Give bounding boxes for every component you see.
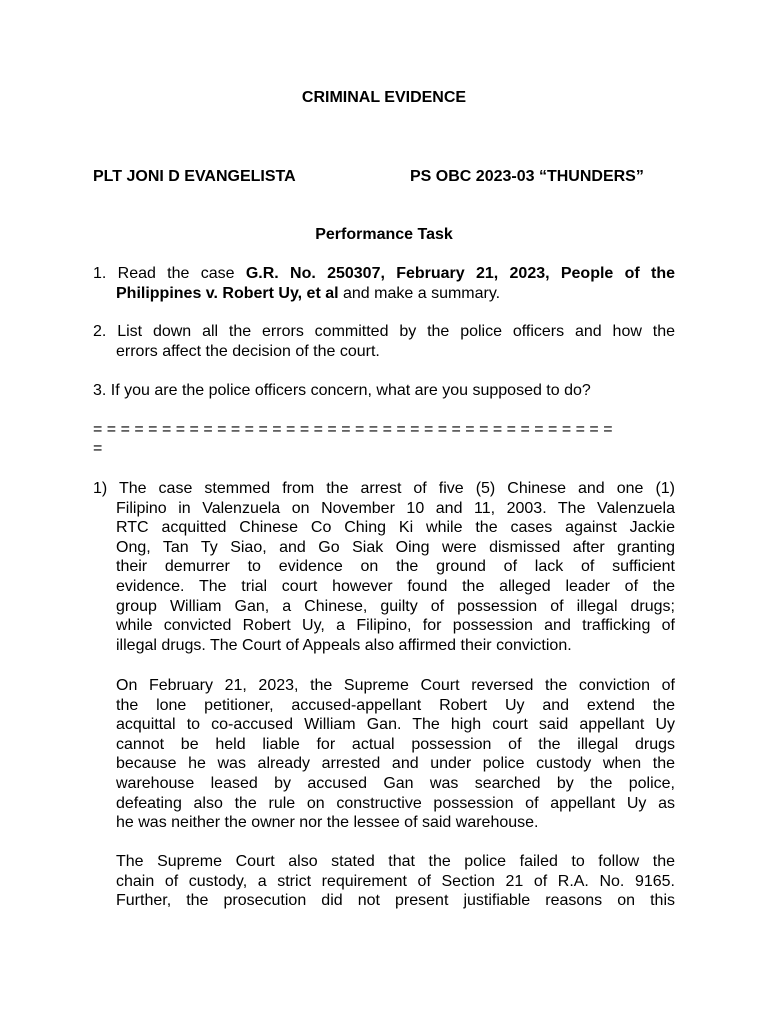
task-heading: Performance Task bbox=[315, 226, 453, 243]
document-title: CRIMINAL EVIDENCE bbox=[301, 89, 467, 106]
task-3-line-1: 3. If you are the police officers concern, what are you supposed to do? bbox=[93, 382, 591, 399]
answer-paragraph-1-line: 1) The case stemmed from the arrest of five (5) Chinese and one (1) bbox=[93, 480, 675, 497]
task-1-tail: and make a summary. bbox=[338, 285, 501, 302]
course-name: PS OBC 2023-03 “THUNDERS” bbox=[410, 168, 644, 185]
answer-paragraph-1 bbox=[116, 499, 675, 656]
task-1-case-citation-part-1: G.R. No. 250307, February 21, 2023, People of the bbox=[245, 265, 676, 282]
answer-paragraph-1-line: Filipino in Valenzuela on November 10 and 11, 2003. The Valenzuela bbox=[116, 499, 675, 517]
answer-paragraph-2-line: because he was already arrested and under police custody when the bbox=[116, 755, 675, 773]
answer-paragraph-1-line: evidence. The trial court however found the alleged leader of the bbox=[116, 577, 675, 595]
answer-paragraph-2 bbox=[116, 676, 675, 833]
task-1-lead: 1. Read the case bbox=[93, 265, 246, 282]
answer-paragraph-2-line: the lone petitioner, accused-appellant Robert Uy and extend the bbox=[116, 696, 675, 714]
separator-line: = = = = = = = = = = = = = = = = = = = = = = = = = = = = = = = = = = = = = = bbox=[93, 421, 613, 438]
answer-paragraph-1-line: while convicted Robert Uy, a Filipino, for possession and trafficking of bbox=[116, 617, 675, 635]
answer-paragraph-1-line: group William Gan, a Chinese, guilty of possession of illegal drugs; bbox=[116, 597, 675, 615]
task-1-line-1 bbox=[93, 264, 675, 284]
task-1-line-2 bbox=[116, 284, 500, 303]
answer-paragraph-1-line: Ong, Tan Ty Siao, and Go Siak Oing were dismissed after granting bbox=[116, 538, 675, 556]
task-2-line-2: errors affect the decision of the court. bbox=[116, 343, 380, 360]
answer-paragraph-2-line: he was neither the owner nor the lessee of said warehouse. bbox=[116, 814, 539, 832]
author-name: PLT JONI D EVANGELISTA bbox=[93, 168, 296, 185]
separator-line-tail: = bbox=[93, 440, 103, 457]
answer-paragraph-3-line: Further, the prosecution did not present justifiable reasons on this bbox=[116, 892, 675, 910]
answer-paragraph-1-line: RTC acquitted Chinese Co Ching Ki while the cases against Jackie bbox=[116, 519, 675, 537]
answer-paragraph-1-line: their demurrer to evidence on the ground of lack of sufficient bbox=[116, 558, 675, 576]
answer-paragraph-2-line: defeating also the rule on constructive possession of appellant Uy as bbox=[116, 794, 675, 812]
task-2 bbox=[93, 322, 675, 342]
answer-paragraph-1-line: illegal drugs. The Court of Appeals also affirmed their conviction. bbox=[116, 636, 572, 654]
answer-paragraph-3 bbox=[116, 852, 675, 911]
answer-paragraph-3-line: The Supreme Court also stated that the police failed to follow the bbox=[116, 853, 675, 870]
answer-paragraph-2-line: On February 21, 2023, the Supreme Court reversed the conviction of bbox=[116, 677, 675, 694]
task-1 bbox=[93, 264, 675, 284]
task-1-case-citation-part-2: Philippines v. Robert Uy, et al bbox=[116, 285, 339, 302]
task-2-line-1: 2. List down all the errors committed by the police officers and how the bbox=[93, 323, 675, 340]
answer-paragraph-3-line: chain of custody, a strict requirement of Section 21 of R.A. No. 9165. bbox=[116, 872, 675, 890]
answer-paragraph-2-line: warehouse leased by accused Gan was searched by the police, bbox=[116, 774, 675, 792]
answer-paragraph-2-line: cannot be held liable for actual possession of the illegal drugs bbox=[116, 735, 675, 753]
answer-paragraph-2-line: acquittal to co-accused William Gan. The high court said appellant Uy bbox=[116, 716, 675, 734]
answer-paragraph-1-first-line bbox=[93, 479, 675, 499]
